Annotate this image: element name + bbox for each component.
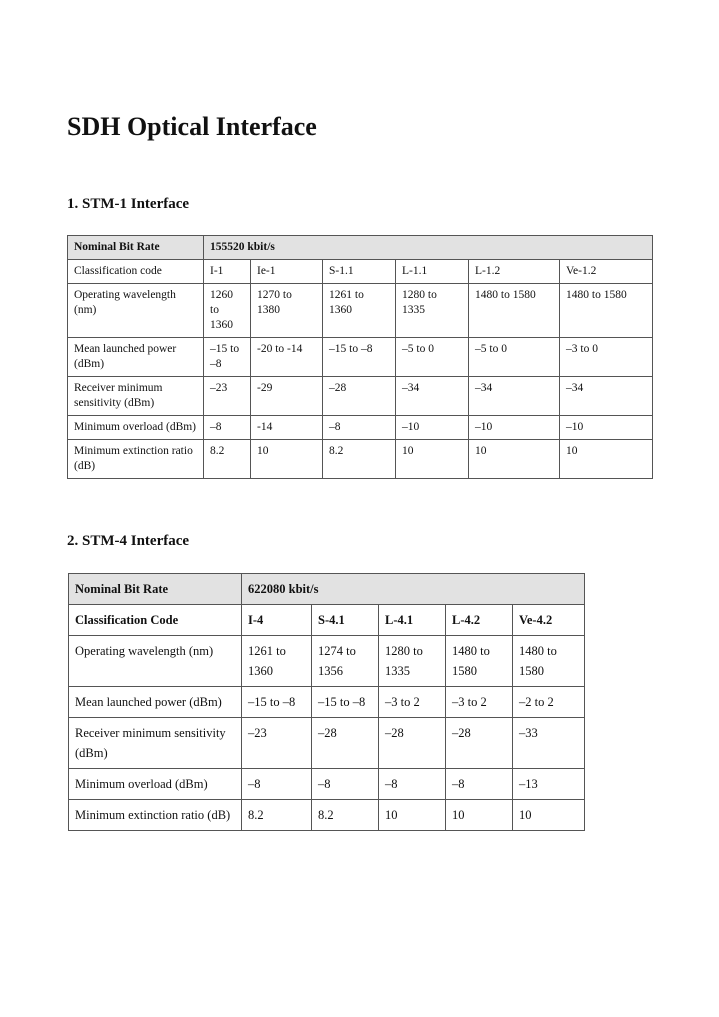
table-cell: –13 <box>513 769 585 800</box>
row-label: Classification code <box>68 260 204 284</box>
row-label: Receiver minimum sensitivity (dBm) <box>68 377 204 416</box>
row-label: Classification Code <box>69 605 242 636</box>
table-cell: -29 <box>251 377 323 416</box>
table-cell: 10 <box>469 440 560 479</box>
table-cell: 1480 to 1580 <box>446 636 513 687</box>
table-cell: –8 <box>446 769 513 800</box>
table-cell: 1480 to 1580 <box>469 284 560 338</box>
table-cell: I-1 <box>204 260 251 284</box>
row-label: Minimum extinction ratio (dB) <box>69 800 242 831</box>
table-cell: –5 to 0 <box>469 338 560 377</box>
table-cell: 10 <box>396 440 469 479</box>
table-cell: 1261 to 1360 <box>242 636 312 687</box>
table-cell: –15 to –8 <box>323 338 396 377</box>
table-cell: -20 to -14 <box>251 338 323 377</box>
table-row <box>68 377 653 416</box>
table-cell: -14 <box>251 416 323 440</box>
table-cell: –5 to 0 <box>396 338 469 377</box>
table-cell: –33 <box>513 718 585 769</box>
table-cell: 8.2 <box>323 440 396 479</box>
table-cell: 10 <box>446 800 513 831</box>
table-cell: –8 <box>312 769 379 800</box>
page-title: SDH Optical Interface <box>67 112 317 141</box>
table-cell: –34 <box>396 377 469 416</box>
table-row <box>69 687 585 718</box>
table-row <box>68 416 653 440</box>
table-cell: 1274 to 1356 <box>312 636 379 687</box>
table-cell: –8 <box>379 769 446 800</box>
table-cell: 1480 to 1580 <box>513 636 585 687</box>
table-cell: 8.2 <box>242 800 312 831</box>
row-label: Operating wavelength (nm) <box>68 284 204 338</box>
row-label: Minimum extinction ratio (dB) <box>68 440 204 479</box>
table-cell: –10 <box>396 416 469 440</box>
table-cell: Ie-1 <box>251 260 323 284</box>
table-cell: 10 <box>379 800 446 831</box>
stm4-table <box>68 573 585 831</box>
table-cell: –15 to –8 <box>242 687 312 718</box>
table-cell: 10 <box>560 440 653 479</box>
row-label: Receiver minimum sensitivity (dBm) <box>69 718 242 769</box>
table-cell: Ve-1.2 <box>560 260 653 284</box>
table-cell: –15 to –8 <box>312 687 379 718</box>
table-cell: Ve-4.2 <box>513 605 585 636</box>
table-cell: 1261 to 1360 <box>323 284 396 338</box>
table-cell: 10 <box>251 440 323 479</box>
header-label: Nominal Bit Rate <box>69 574 242 605</box>
row-label: Operating wavelength (nm) <box>69 636 242 687</box>
table-cell: L-1.2 <box>469 260 560 284</box>
stm4-heading: 2. STM-4 Interface <box>67 533 190 549</box>
table-row <box>69 800 585 831</box>
table-row <box>68 338 653 377</box>
table-cell: –10 <box>469 416 560 440</box>
table-cell: 1260 to 1360 <box>204 284 251 338</box>
table-cell: –3 to 2 <box>446 687 513 718</box>
table-header-row <box>68 236 653 260</box>
table-row <box>68 260 653 284</box>
table-row <box>68 284 653 338</box>
header-value: 622080 kbit/s <box>242 574 585 605</box>
table-cell: 1280 to 1335 <box>396 284 469 338</box>
table-cell: –2 to 2 <box>513 687 585 718</box>
table-row <box>69 636 585 687</box>
row-label: Mean launched power (dBm) <box>69 687 242 718</box>
row-label: Minimum overload (dBm) <box>69 769 242 800</box>
table-cell: L-4.2 <box>446 605 513 636</box>
table-cell: 8.2 <box>312 800 379 831</box>
row-label: Minimum overload (dBm) <box>68 416 204 440</box>
table-row <box>68 440 653 479</box>
table-cell: 10 <box>513 800 585 831</box>
table-cell: –3 to 0 <box>560 338 653 377</box>
table-cell: –3 to 2 <box>379 687 446 718</box>
table-cell: –28 <box>379 718 446 769</box>
table-cell: –34 <box>469 377 560 416</box>
table-cell: I-4 <box>242 605 312 636</box>
table-cell: –28 <box>446 718 513 769</box>
table-cell: 8.2 <box>204 440 251 479</box>
table-cell: S-1.1 <box>323 260 396 284</box>
table-cell: L-1.1 <box>396 260 469 284</box>
stm1-heading: 1. STM-1 Interface <box>67 196 190 212</box>
table-row <box>69 718 585 769</box>
table-cell: –8 <box>204 416 251 440</box>
table-cell: –23 <box>204 377 251 416</box>
table-cell: L-4.1 <box>379 605 446 636</box>
table-cell: 1270 to 1380 <box>251 284 323 338</box>
table-cell: –23 <box>242 718 312 769</box>
table-cell: –28 <box>312 718 379 769</box>
header-label: Nominal Bit Rate <box>68 236 204 260</box>
table-header-row <box>69 574 585 605</box>
row-label: Mean launched power (dBm) <box>68 338 204 377</box>
table-cell: 1280 to 1335 <box>379 636 446 687</box>
table-cell: –8 <box>242 769 312 800</box>
stm1-table <box>67 235 653 479</box>
table-cell: –34 <box>560 377 653 416</box>
table-cell: S-4.1 <box>312 605 379 636</box>
table-cell: 1480 to 1580 <box>560 284 653 338</box>
table-row <box>69 605 585 636</box>
table-cell: –15 to –8 <box>204 338 251 377</box>
table-cell: –8 <box>323 416 396 440</box>
table-cell: –28 <box>323 377 396 416</box>
table-cell: –10 <box>560 416 653 440</box>
table-row <box>69 769 585 800</box>
header-value: 155520 kbit/s <box>204 236 653 260</box>
